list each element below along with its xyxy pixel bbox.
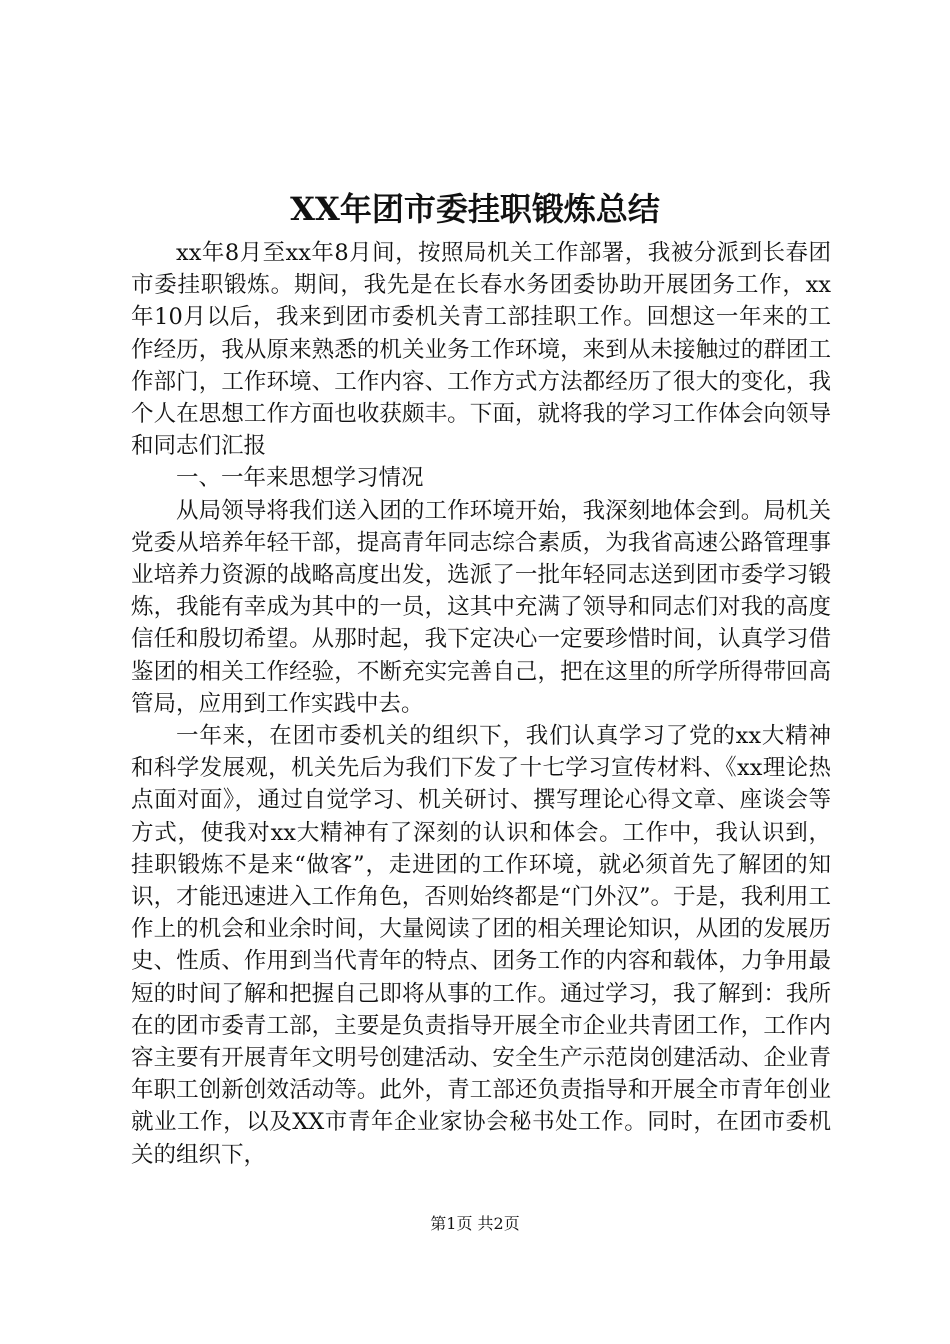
paragraph-study: 一年来，在团市委机关的组织下，我们认真学习了党的xx大精神和科学发展观，机关先后为我们下发了十七学习宣传材料、《xx理论热点面对面》，通过自觉学习、机关研讨、撰写理论心得文章、座谈会等方式，使我对xx大精神有了深刻的认识和体会。工作中，我认识到，挂职锻炼不是来“做客”，走进团的工作环境，就必须首先了解团的知识，才能迅速进入工作角色，否则始终都是“门外汉”。于是，我利用工作上的机会和业余时间，大量阅读了团的相关理论知识，从团的发展历史、性质、作用到当代青年的特点、团务工作的内容和载体，力争用最短的时间了解和把握自己即将从事的工作。通过学习，我了解到：我所在的团市委青工部，主要是负责指导开展全市企业共青团工作，工作内容主要有开展青年文明号创建活动、安全生产示范岗创建活动、企业青年职工创新创效活动等。此外，青工部还负责指导和开展全市青年创业就业工作，以及XX市青年企业家协会秘书处工作。同时，在团市委机关的组织下， — [131, 723, 831, 1168]
paragraph-selection: 从局领导将我们送入团的工作环境开始，我深刻地体会到。局机关党委从培养年轻干部，提高青年同志综合素质，为我省高速公路管理事业培养力资源的战略高度出发，选派了一批年轻同志送到团市委学习锻炼，我能有幸成为其中的一员，这其中充满了领导和同志们对我的高度信任和殷切希望。从那时起，我下定决心一定要珍惜时间，认真学习借鉴团的相关工作经验，不断充实完善自己，把在这里的所学所得带回高管局，应用到工作实践中去。 — [131, 497, 831, 717]
document-title: XX年团市委挂职锻炼总结 — [290, 190, 660, 228]
section-heading: 一、一年来思想学习情况 — [176, 465, 424, 492]
document-body — [131, 237, 831, 1171]
page-number: 第1页 共2页 — [430, 1214, 520, 1233]
paragraph-intro: xx年8月至xx年8月间，按照局机关工作部署，我被分派到长春团市委挂职锻炼。期间，我先是在长春水务团委协助开展团务工作，xx年10月以后，我来到团市委机关青工部挂职工作。回想这一年来的工作经历，我从原来熟悉的机关业务工作环境，来到从未接触过的群团工作部门，工作环境、工作内容、工作方式方法都经历了很大的变化，我个人在思想工作方面也收获颇丰。下面，就将我的学习工作体会向领导和同志们汇报 — [131, 240, 831, 460]
